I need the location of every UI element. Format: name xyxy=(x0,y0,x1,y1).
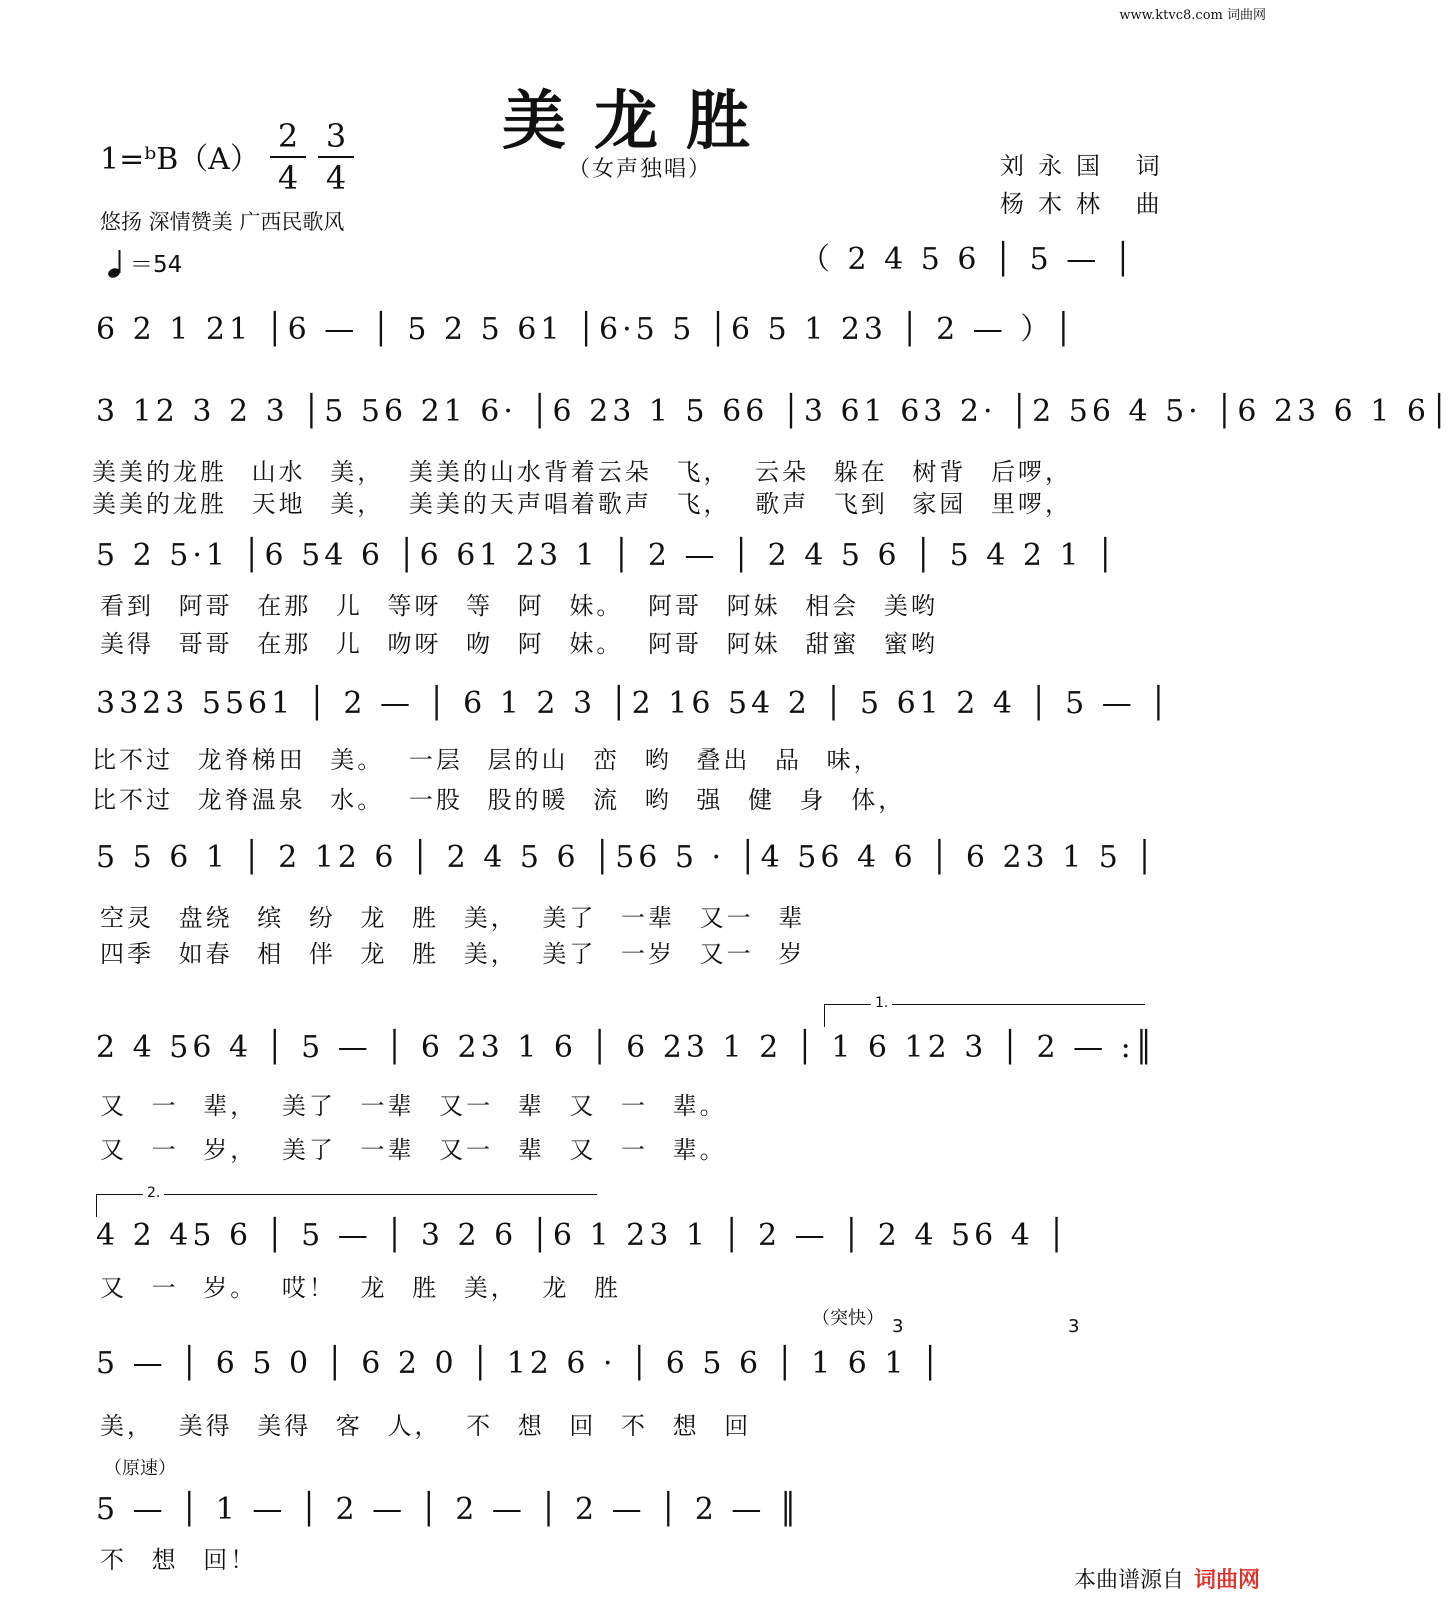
sudden-fast-marking: （突快） xyxy=(812,1308,884,1329)
tempo-value: ＝54 xyxy=(130,252,183,278)
time-signature-2 xyxy=(316,118,356,196)
volta-label: 2. xyxy=(143,1185,164,1201)
lyric-line: 比不过 龙脊温泉 水。 一股 股的暖 流 哟 强 健 身 体， xyxy=(92,786,906,814)
time-top: 3 xyxy=(325,117,347,155)
notation-system: 3323 5561 │ 2 — │ 6 1 2 3 │2 16 54 2 │ 5 61 2 4 │ 5 — │ xyxy=(96,686,1172,721)
first-ending-bracket xyxy=(824,995,1145,1027)
original-tempo-marking: （原速） xyxy=(104,1458,176,1479)
time-bottom: 4 xyxy=(277,159,299,197)
notation-system: 5 — │ 1 — │ 2 — │ 2 — │ 2 — │ 2 — ║ xyxy=(96,1492,802,1527)
source-text: 本曲谱源自 xyxy=(1073,1568,1184,1593)
lyric-line: 比不过 龙脊梯田 美。 一层 层的山 峦 哟 叠出 品 味， xyxy=(92,746,881,774)
source-footer xyxy=(1074,1563,1260,1594)
notation-system: 3 12 3 2 3 │5 56 21 6· │6 23 1 5 66 │3 61 63 2· │2 56 4 5· │6 23 6 1 6│ xyxy=(96,394,1452,429)
volta-label: 1. xyxy=(871,995,892,1011)
style-marking: 悠扬 深情赞美 广西民歌风 xyxy=(100,210,345,234)
notation-system-intro: （ 2 4 5 6 │ 5 — │ xyxy=(800,242,1136,277)
notation-system: 6 2 1 21 │6 — │ 5 2 5 61 │6·5 5 │6 5 1 23 │ 2 — ）│ xyxy=(96,312,1077,347)
notation-system: 5 2 5·1 │6 54 6 │6 61 23 1 │ 2 — │ 2 4 5 6 │ 5 4 2 1 │ xyxy=(96,538,1119,573)
notation-system: 4 2 45 6 │ 5 — │ 3 2 6 │6 1 23 1 │ 2 — │ 2 4 56 4 │ xyxy=(96,1218,1070,1253)
lyric-line: 又 一 辈， 美了 一辈 又一 辈 又 一 辈。 xyxy=(100,1092,727,1120)
composer-credit: 杨木林 曲 xyxy=(1000,190,1174,218)
lyric-line: 美美的龙胜 天地 美， 美美的天声唱着歌声 飞， 歌声 飞到 家园 里啰， xyxy=(92,490,1073,518)
lyric-line: 看到 阿哥 在那 儿 等呀 等 阿 妹。 阿哥 阿妹 相会 美哟 xyxy=(100,592,938,620)
brand-logo[interactable]: 词曲网 xyxy=(1193,1568,1260,1593)
song-title: 美龙胜 xyxy=(502,84,778,159)
lyric-line: 空灵 盘绕 缤 纷 龙 胜 美， 美了 一辈 又一 辈 xyxy=(100,904,806,932)
tempo-marking xyxy=(108,246,182,279)
lyric-line: 美美的龙胜 山水 美， 美美的山水背着云朵 飞， 云朵 躲在 树背 后啰， xyxy=(92,458,1073,486)
notation-system: 5 5 6 1 │ 2 12 6 │ 2 4 5 6 │56 5 · │4 56 4 6 │ 6 23 1 5 │ xyxy=(96,840,1158,875)
time-top: 2 xyxy=(277,117,299,155)
triplet-marking: 3 xyxy=(1068,1316,1080,1337)
lyric-line: 又 一 岁。 哎！ 龙 胜 美， 龙 胜 xyxy=(100,1274,622,1302)
notation-system: 5 — │ 6 5 0 │ 6 2 0 │ 12 6 · │ 6 5 6 │ 1 6 1 │ xyxy=(96,1346,944,1381)
lyric-line: 四季 如春 相 伴 龙 胜 美， 美了 一岁 又一 岁 xyxy=(100,940,806,968)
lyric-line: 又 一 岁， 美了 一辈 又一 辈 又 一 辈。 xyxy=(100,1136,727,1164)
lyric-line: 美， 美得 美得 客 人， 不 想 回 不 想 回 xyxy=(100,1412,752,1440)
lyricist-credit: 刘永国 词 xyxy=(1000,152,1174,180)
song-subtitle: （女声独唱） xyxy=(567,157,712,182)
key-signature: 1=ᵇB（A） xyxy=(100,142,260,177)
site-watermark: www.ktvc8.com 词曲网 xyxy=(1119,8,1266,23)
time-signature-1 xyxy=(268,118,308,196)
time-bottom: 4 xyxy=(325,159,347,197)
second-ending-bracket xyxy=(96,1185,597,1217)
notation-system: 2 4 56 4 │ 5 — │ 6 23 1 6 │ 6 23 1 2 │ 1 6 12 3 │ 2 — :║ xyxy=(96,1030,1157,1065)
lyric-line: 美得 哥哥 在那 儿 吻呀 吻 阿 妹。 阿哥 阿妹 甜蜜 蜜哟 xyxy=(100,630,938,658)
lyric-line: 不 想 回！ xyxy=(100,1546,258,1574)
quarter-note-icon xyxy=(108,249,124,279)
triplet-marking: 3 xyxy=(892,1316,904,1337)
